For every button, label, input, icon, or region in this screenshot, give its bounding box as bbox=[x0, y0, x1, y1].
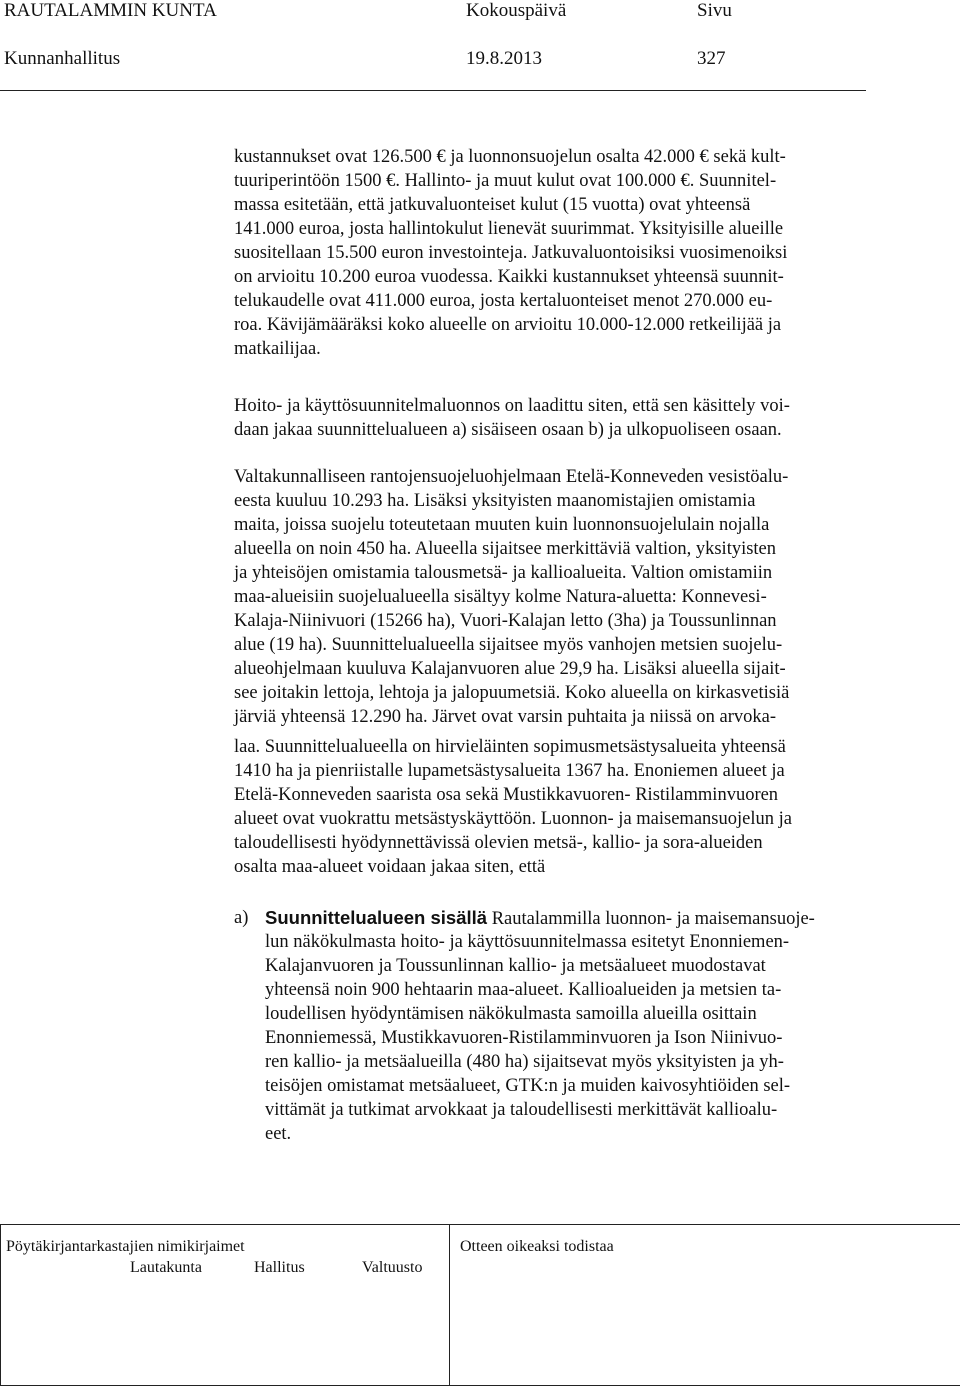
initials-col-lautakunta: Lautakunta bbox=[130, 1259, 202, 1276]
text-line: alue (19 ha). Suunnittelualueella sijaitsee myös vanhojen metsien suojelu- bbox=[234, 635, 783, 655]
text-line: Kalajanvuoren ja Toussunlinnan kallio- ja metsäalueet muodostavat bbox=[265, 956, 766, 976]
text-line: kustannukset ovat 126.500 € ja luonnonsuojelun osalta 42.000 € sekä kult- bbox=[234, 147, 786, 167]
text-line: massa esitetään, että jatkuvaluonteiset kulut (15 vuotta) ovat yhteensä bbox=[234, 195, 751, 215]
text-line: eesta kuuluu 10.293 ha. Lisäksi yksityisten maanomistajien omistamia bbox=[234, 491, 756, 511]
text-line: eet. bbox=[265, 1124, 292, 1144]
list-marker: a) bbox=[234, 908, 249, 928]
text-line: lun näkökulmasta hoito- ja käyttösuunnitelmassa esitetyt Enonniemen- bbox=[265, 932, 790, 952]
text-line: alueohjelmaan kuuluva Kalajanvuoren alue 29,9 ha. Lisäksi alueella sijait- bbox=[234, 659, 786, 679]
text-line: osalta maa-alueet voidaan jakaa siten, että bbox=[234, 857, 546, 877]
text-line: maita, joissa suojelu toteutetaan muuten kuin luonnonsuojelulain nojalla bbox=[234, 515, 770, 535]
text-line: laa. Suunnittelualueella on hirvieläinten sopimusmetsästysalueita yhteensä bbox=[234, 737, 786, 757]
meeting-date: 19.8.2013 bbox=[466, 48, 542, 69]
lead-rest: Rautalammilla luonnon- ja maisemansuoje- bbox=[487, 909, 815, 929]
text-line: maa-alueisiin suojelualueella sisältyy kolme Natura-aluetta: Konnevesi- bbox=[234, 587, 767, 607]
text-line: telukaudelle ovat 411.000 euroa, josta kertaluonteiset menot 270.000 eu- bbox=[234, 291, 773, 311]
text-line bbox=[265, 906, 815, 931]
text-line: Enonniemessä, Mustikkavuoren-Ristilamminvuoren ja Ison Niinivuo- bbox=[265, 1028, 783, 1048]
text-line: Valtakunnalliseen rantojensuojeluohjelmaan Etelä-Konneveden vesistöalu- bbox=[234, 467, 789, 487]
text-line: Kalaja-Niinivuori (15266 ha), Vuori-Kalajan letto (3ha) ja Toussunlinnan bbox=[234, 611, 777, 631]
text-line: suositellaan 15.500 euron investointeja. Jatkuvaluontoisiksi vuosimenoiksi bbox=[234, 243, 788, 263]
text-line: taloudellisesti hyödynnettävissä olevien metsä-, kallio- ja sora-alueiden bbox=[234, 833, 763, 853]
initials-col-valtuusto: Valtuusto bbox=[362, 1259, 423, 1276]
text-line: see joitakin lettoja, lehtoja ja jalopuumetsiä. Koko alueella on kirkasvetisiä bbox=[234, 683, 790, 703]
board-name: Kunnanhallitus bbox=[4, 48, 121, 69]
header-rule bbox=[0, 90, 866, 91]
text-line: tuuriperintöön 1500 €. Hallinto- ja muut kulut ovat 100.000 €. Suunnitel- bbox=[234, 171, 777, 191]
text-line: vittämät ja tutkimat arvokkaat ja taloudellisesti merkittävät kallioalu- bbox=[265, 1100, 778, 1120]
page-number: 327 bbox=[697, 48, 726, 69]
text-line: matkailijaa. bbox=[234, 339, 321, 359]
municipality-name: RAUTALAMMIN KUNTA bbox=[4, 0, 217, 21]
text-line: 141.000 euroa, josta hallintokulut lienevät suurimmat. Yksityisille alueille bbox=[234, 219, 784, 239]
text-line: ren kallio- ja metsäalueilla (480 ha) sijaitsevat myös yksityisten ja yh- bbox=[265, 1052, 784, 1072]
text-line: on arvioitu 10.200 euroa vuodessa. Kaikki kustannukset yhteensä suunnit- bbox=[234, 267, 784, 287]
text-line: yhteensä noin 900 hehtaarin maa-alueet. Kallioalueiden ja metsien ta- bbox=[265, 980, 782, 1000]
text-line: alueella on noin 450 ha. Alueella sijaitsee merkittäviä valtion, yksityisten bbox=[234, 539, 777, 559]
text-line: Hoito- ja käyttösuunnitelmaluonnos on laadittu siten, että sen käsittely voi- bbox=[234, 396, 790, 416]
bold-lead: Suunnittelualueen sisällä bbox=[265, 907, 488, 928]
text-line: Etelä-Konneveden saarista osa sekä Mustikkavuoren- Ristilamminvuoren bbox=[234, 785, 779, 805]
text-line: roa. Kävijämääräksi koko alueelle on arvioitu 10.000-12.000 retkeilijää ja bbox=[234, 315, 782, 335]
text-line: alueet ovat vuokrattu metsästyskäyttöön. Luonnon- ja maisemansuojelun ja bbox=[234, 809, 792, 829]
certified-title: Otteen oikeaksi todistaa bbox=[460, 1238, 614, 1255]
date-label: Kokouspäivä bbox=[466, 0, 567, 21]
initials-title: Pöytäkirjantarkastajien nimikirjaimet bbox=[6, 1238, 245, 1255]
text-line: teisöjen omistamat metsäalueet, GTK:n ja muiden kaivosyhtiöiden sel- bbox=[265, 1076, 791, 1096]
text-line: ja yhteisöjen omistamia talousmetsä- ja kallioalueita. Valtion omistamiin bbox=[234, 563, 773, 583]
text-line: daan jakaa suunnittelualueen a) sisäiseen osaan b) ja ulkopuoliseen osaan. bbox=[234, 420, 782, 440]
initials-col-hallitus: Hallitus bbox=[254, 1259, 305, 1276]
text-line: järviä yhteensä 12.290 ha. Järvet ovat varsin puhtaita ja niissä on arvoka- bbox=[234, 707, 776, 727]
text-line: loudellisen hyödyntämisen näkökulmasta samoilla alueilla osittain bbox=[265, 1004, 757, 1024]
text-line: 1410 ha ja pienriistalle lupametsästysalueita 1367 ha. Enoniemen alueet ja bbox=[234, 761, 785, 781]
page-label: Sivu bbox=[697, 0, 732, 21]
